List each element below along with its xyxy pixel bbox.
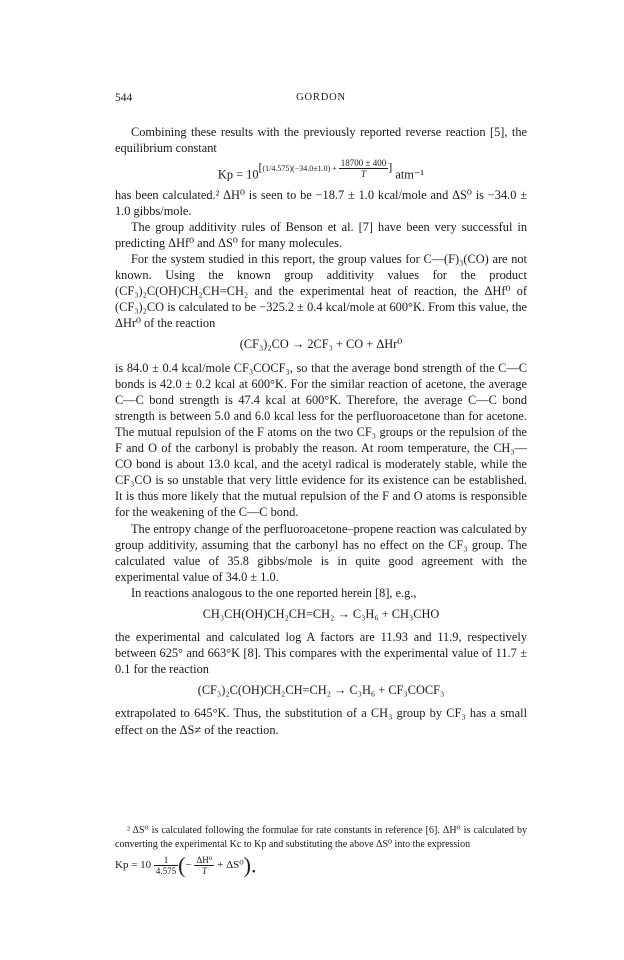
paragraph: For the system studied in this report, the group values for C—(F)₃(CO) are not known. Using the known group additivity values for the product (CF₃)₂C(OH)CH₂CH=CH₂ and the experimental heat of reaction, the ΔHf⁰ of (CF₃)₂CO is calculated to be −325.2 ± 0.4 kcal/mole at 600°K. From this value, the ΔHr⁰ of the reaction: [115, 252, 527, 331]
page-number: 544: [115, 92, 133, 104]
paragraph: In reactions analogous to the one reported herein [8], e.g.,: [131, 585, 417, 600]
equation-unit: atm⁻¹: [395, 167, 425, 182]
footnote-fraction: $\frac{1}{4.575}$: [155, 855, 177, 876]
paragraph: The group additivity rules of Benson et al. [7] have been very successful in predicting ΔHf⁰ and ΔS⁰ for many molecules.: [115, 219, 527, 250]
footnote: [115, 824, 527, 876]
paragraph: is 84.0 ± 0.4 kcal/mole CF₃COCF₃, so that the average bond strength of the C—C bonds is 42.0 ± 0.2 kcal at 600°K. For the similar reaction of acetone, the average C—C bond strength is 47.4 kcal at 600°K. Therefore, the average C—C bond strength is between 5.0 and 6.0 kcal less for the perfluoroacetone than for acetone. The mutual repulsion of the F atoms on the two CF₃ groups or the repulsion of the F and O of the carbonyl is probably the reason. At room temperature, the CH₃—CO bond is about 13.0 kcal, and the acetyl radical is moderately stable, while the CF₃CO is so unstable that very little evidence for its existence can be established. It is thus more likely that the mutual repulsion of the F and O atoms is responsible for the weakening of the C—C bond.: [115, 360, 527, 520]
paragraph: The entropy change of the perfluoroacetone–propene reaction was calculated by group additivity, assuming that the carbonyl has no effect on the CF₃ group. The calculated value of 35.8 gibbs/mole is in quite good agreement with the experimental value of 34.0 ± 1.0.: [115, 521, 527, 584]
paragraph: has been calculated.² ΔH⁰ is seen to be −18.7 ± 1.0 kcal/mole and ΔS⁰ is −34.0 ± 1.0 gibbs/mole.: [115, 187, 527, 218]
footnote-equation: Kp = 10 $\frac{1}{4.575}$ (− $\frac{\text{ΔH⁰}}{T}$ + ΔS⁰).: [115, 852, 257, 878]
equilibrium-constant-equation: [115, 158, 527, 182]
equation-fraction: $\frac{18700 \pm 400}{T}$: [340, 158, 387, 180]
running-head: GORDON: [296, 92, 346, 103]
footnote-fraction: $\frac{\text{ΔH⁰}}{T}$: [196, 855, 213, 876]
paragraph: extrapolated to 645°K. Thus, the substitution of a CH₃ group by CF₃ has a small effect on the ΔS≠ of the reaction.: [115, 706, 527, 737]
equation-lhs: Kp = 10: [217, 167, 259, 182]
reaction-equation: (CF₃)₂C(OH)CH₂CH=CH₂ → C₃H₆ + CF₃COCF₃: [197, 683, 445, 698]
article-body: [115, 124, 527, 738]
paragraph: the experimental and calculated log A factors are 11.93 and 11.9, respectively between 625° and 663°K [8]. This compares with the experimental value of 11.7 ± 0.1 for the reaction: [115, 630, 527, 677]
footnote-text: ² ΔS⁰ is calculated following the formulae for rate constants in reference [6]. ΔH⁰ is calculated by converting the experimental Kc to Kp and substituting the above ΔS⁰ into the expression: [115, 825, 527, 850]
page-header: [115, 92, 527, 108]
equation-exponent: [(1/4.575)(−34.0±1.0) + 18700 ± 400 T ]: [258, 158, 393, 180]
reaction-equation: (CF₃)₂CO → 2CF₃ + CO + ΔHr⁰: [239, 337, 403, 352]
paragraph: Combining these results with the previously reported reverse reaction [5], the equilibrium constant: [115, 125, 527, 156]
reaction-equation: CH₃CH(OH)CH₂CH=CH₂ → C₃H₆ + CH₃CHO: [202, 606, 440, 621]
